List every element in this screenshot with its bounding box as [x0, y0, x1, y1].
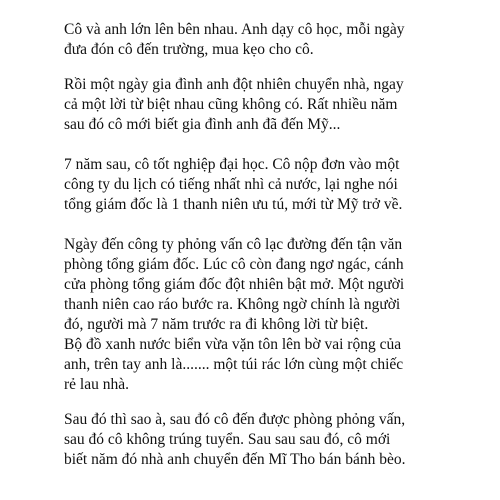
text-line: anh, trên tay anh là....... một túi rác lớn cùng một chiếc — [64, 356, 404, 373]
paragraph-3 — [64, 155, 464, 215]
text-line: Ngày đến công ty phỏng vấn cô lạc đường đến tận văn — [64, 236, 403, 253]
text-line: Sau đó thì sao à, sau đó cô đến được phòng phỏng vấn, — [64, 411, 406, 428]
text-line: Bộ đồ xanh nước biển vừa vặn tôn lên bờ vai rộng của — [64, 336, 402, 353]
text-line: phòng tổng giám đốc. Lúc cô còn đang ngơ ngác, cánh — [64, 256, 404, 273]
text-line: Rồi một ngày gia đình anh đột nhiên chuyển nhà, ngay — [64, 76, 404, 93]
text-line: sau đó cô không trúng tuyển. Sau sau sau đó, cô mới — [64, 431, 391, 448]
text-line: đó, người mà 7 năm trước ra đi không lời từ biệt. — [64, 316, 369, 333]
text-line: Cô và anh lớn lên bên nhau. Anh dạy cô học, mỗi ngày — [64, 21, 405, 38]
text-line: công ty du lịch có tiếng nhất nhì cả nước, lại nghe nói — [64, 176, 398, 193]
text-line: cả một lời từ biệt nhau cũng không có. Rất nhiều năm — [64, 96, 398, 113]
paragraph-6 — [64, 410, 464, 470]
paragraph-1 — [64, 20, 464, 60]
text-line: cửa phòng tổng giám đốc đột nhiên bật mở. Một người — [64, 276, 405, 293]
paragraph-2 — [64, 75, 464, 135]
paragraph-4 — [64, 235, 464, 335]
text-line: biết năm đó nhà anh chuyển đến Mĩ Tho bán bánh bèo. — [64, 451, 406, 468]
text-line: 7 năm sau, cô tốt nghiệp đại học. Cô nộp đơn vào một — [64, 156, 400, 173]
text-line: thanh niên cao ráo bước ra. Không ngờ chính là người — [64, 296, 401, 313]
text-line: đưa đón cô đến trường, mua kẹo cho cô. — [64, 41, 314, 58]
paragraph-5 — [64, 335, 464, 395]
text-line: rẻ lau nhà. — [64, 376, 129, 393]
text-line: sau đó cô mới biết gia đình anh đã đến Mỹ... — [64, 116, 341, 133]
text-line: tổng giám đốc là 1 thanh niên ưu tú, mới từ Mỹ trở về. — [64, 196, 403, 213]
